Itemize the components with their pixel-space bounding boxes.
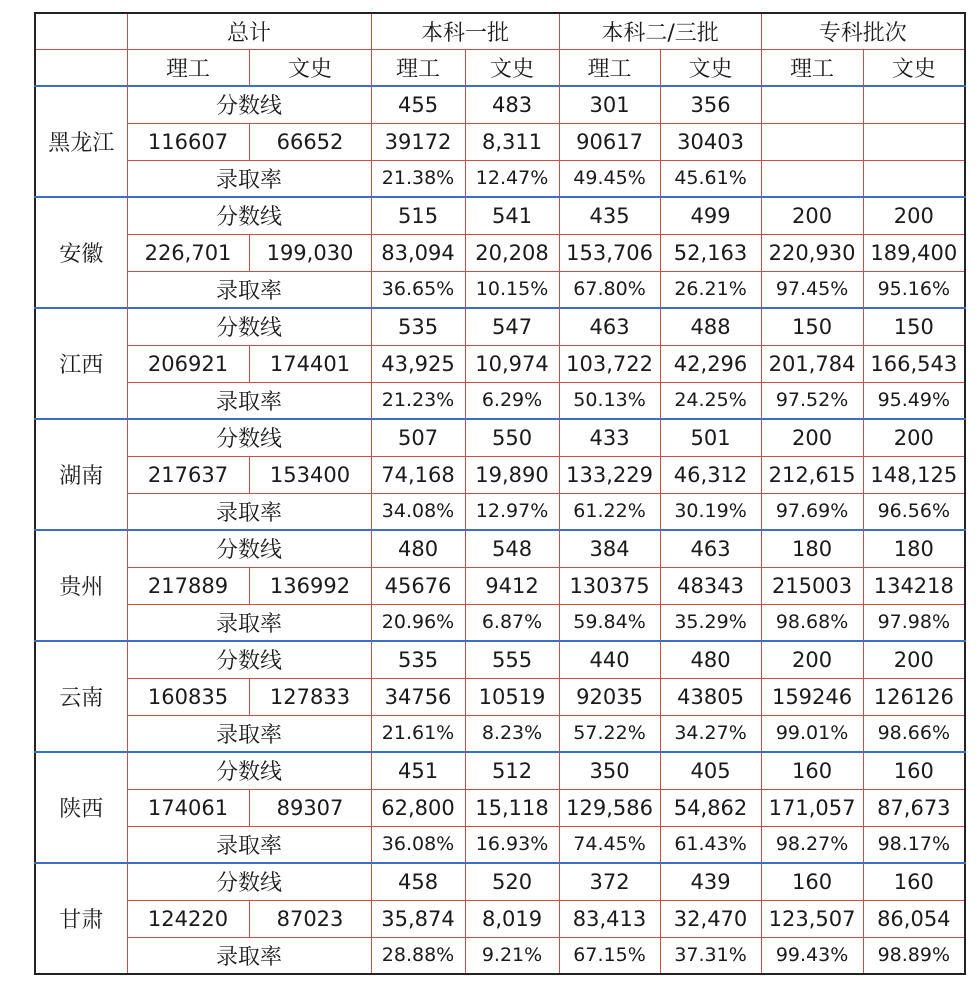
rate-cell: 97.52%	[761, 382, 863, 419]
rate-cell: 28.88%	[371, 937, 465, 974]
rate-cell	[863, 160, 965, 197]
total-arts-cell: 89307	[249, 789, 371, 826]
score-row	[35, 752, 965, 789]
score-cell: 350	[559, 752, 660, 789]
rate-cell: 26.21%	[660, 271, 761, 308]
admit-count-cell: 48343	[660, 567, 761, 604]
rate-cell: 6.29%	[465, 382, 559, 419]
admit-count-cell: 54,862	[660, 789, 761, 826]
score-cell: 535	[371, 641, 465, 678]
score-label: 分数线	[127, 197, 371, 234]
score-label: 分数线	[127, 530, 371, 567]
rate-cell: 97.45%	[761, 271, 863, 308]
admit-count-cell: 87,673	[863, 789, 965, 826]
total-arts-cell: 127833	[249, 678, 371, 715]
rate-cell: 61.22%	[559, 493, 660, 530]
rate-cell: 97.69%	[761, 493, 863, 530]
admit-count-cell: 8,019	[465, 900, 559, 937]
header-sub-science: 理工	[761, 49, 863, 86]
rate-cell: 97.98%	[863, 604, 965, 641]
rate-cell: 24.25%	[660, 382, 761, 419]
score-row	[35, 197, 965, 234]
score-cell: 547	[465, 308, 559, 345]
admit-count-cell: 34756	[371, 678, 465, 715]
score-cell: 160	[761, 863, 863, 900]
admit-count-cell: 19,890	[465, 456, 559, 493]
score-cell: 200	[863, 641, 965, 678]
score-cell: 356	[660, 86, 761, 123]
total-science-cell: 124220	[127, 900, 249, 937]
admit-count-cell: 30403	[660, 123, 761, 160]
header-group-batch1: 本科一批	[371, 13, 559, 49]
rate-label: 录取率	[127, 382, 371, 419]
rate-cell: 45.61%	[660, 160, 761, 197]
admit-count-cell: 148,125	[863, 456, 965, 493]
score-cell: 384	[559, 530, 660, 567]
score-label: 分数线	[127, 863, 371, 900]
admit-count-cell: 9412	[465, 567, 559, 604]
score-cell: 200	[863, 197, 965, 234]
score-cell: 455	[371, 86, 465, 123]
province-name: 云南	[35, 641, 127, 752]
rate-cell: 95.49%	[863, 382, 965, 419]
rate-cell: 95.16%	[863, 271, 965, 308]
score-cell: 535	[371, 308, 465, 345]
admit-count-cell: 220,930	[761, 234, 863, 271]
province-name: 甘肃	[35, 863, 127, 974]
rate-row	[35, 826, 965, 863]
score-cell: 480	[660, 641, 761, 678]
score-cell: 483	[465, 86, 559, 123]
admit-count-cell: 103,722	[559, 345, 660, 382]
score-cell: 435	[559, 197, 660, 234]
admit-count-cell: 166,543	[863, 345, 965, 382]
count-row	[35, 234, 965, 271]
admit-count-cell: 43,925	[371, 345, 465, 382]
rate-cell: 61.43%	[660, 826, 761, 863]
score-label: 分数线	[127, 86, 371, 123]
score-cell: 150	[761, 308, 863, 345]
rate-cell: 49.45%	[559, 160, 660, 197]
total-science-cell: 217889	[127, 567, 249, 604]
admit-count-cell: 42,296	[660, 345, 761, 382]
province-name: 安徽	[35, 197, 127, 308]
rate-cell: 74.45%	[559, 826, 660, 863]
count-row	[35, 123, 965, 160]
rate-cell: 30.19%	[660, 493, 761, 530]
admit-count-cell: 189,400	[863, 234, 965, 271]
score-row	[35, 863, 965, 900]
score-cell: 200	[761, 197, 863, 234]
rate-cell: 99.43%	[761, 937, 863, 974]
score-cell: 440	[559, 641, 660, 678]
header-corner	[35, 13, 127, 49]
header-sub-science: 理工	[559, 49, 660, 86]
province-name: 黑龙江	[35, 86, 127, 197]
score-cell: 451	[371, 752, 465, 789]
admit-count-cell: 8,311	[465, 123, 559, 160]
score-cell: 160	[761, 752, 863, 789]
total-science-cell: 160835	[127, 678, 249, 715]
total-arts-cell: 153400	[249, 456, 371, 493]
score-cell: 480	[371, 530, 465, 567]
total-arts-cell: 199,030	[249, 234, 371, 271]
admit-count-cell: 10519	[465, 678, 559, 715]
score-cell: 160	[863, 863, 965, 900]
score-cell: 301	[559, 86, 660, 123]
rate-cell: 9.21%	[465, 937, 559, 974]
header-sub-arts: 文史	[249, 49, 371, 86]
admit-count-cell: 123,507	[761, 900, 863, 937]
header-sub-arts: 文史	[863, 49, 965, 86]
rate-cell: 34.08%	[371, 493, 465, 530]
admit-count-cell: 83,413	[559, 900, 660, 937]
admit-count-cell: 130375	[559, 567, 660, 604]
score-cell: 463	[660, 530, 761, 567]
total-arts-cell: 66652	[249, 123, 371, 160]
header-sub-science: 理工	[371, 49, 465, 86]
score-cell: 405	[660, 752, 761, 789]
admit-count-cell: 10,974	[465, 345, 559, 382]
rate-cell: 10.15%	[465, 271, 559, 308]
score-row	[35, 419, 965, 456]
total-science-cell: 217637	[127, 456, 249, 493]
admit-count-cell: 153,706	[559, 234, 660, 271]
admit-count-cell: 46,312	[660, 456, 761, 493]
admit-count-cell: 212,615	[761, 456, 863, 493]
rate-cell: 20.96%	[371, 604, 465, 641]
rate-cell: 21.38%	[371, 160, 465, 197]
score-cell: 515	[371, 197, 465, 234]
rate-cell: 98.27%	[761, 826, 863, 863]
rate-label: 录取率	[127, 271, 371, 308]
score-cell	[863, 86, 965, 123]
admit-count-cell: 159246	[761, 678, 863, 715]
score-row	[35, 530, 965, 567]
score-label: 分数线	[127, 641, 371, 678]
total-science-cell: 116607	[127, 123, 249, 160]
admit-count-cell: 83,094	[371, 234, 465, 271]
rate-cell: 36.08%	[371, 826, 465, 863]
rate-row	[35, 382, 965, 419]
score-cell: 548	[465, 530, 559, 567]
header-sub-arts: 文史	[465, 49, 559, 86]
rate-label: 录取率	[127, 937, 371, 974]
admission-table	[34, 12, 966, 975]
rate-cell: 34.27%	[660, 715, 761, 752]
header-corner	[35, 49, 127, 86]
score-cell: 200	[761, 419, 863, 456]
rate-row	[35, 493, 965, 530]
count-row	[35, 567, 965, 604]
rate-cell: 96.56%	[863, 493, 965, 530]
rate-cell: 8.23%	[465, 715, 559, 752]
admit-count-cell: 43805	[660, 678, 761, 715]
header-sub-arts: 文史	[660, 49, 761, 86]
rate-row	[35, 937, 965, 974]
rate-label: 录取率	[127, 160, 371, 197]
count-row	[35, 345, 965, 382]
admit-count-cell: 92035	[559, 678, 660, 715]
rate-cell: 98.66%	[863, 715, 965, 752]
score-cell: 501	[660, 419, 761, 456]
table-header	[35, 13, 965, 86]
admit-count-cell	[863, 123, 965, 160]
score-label: 分数线	[127, 419, 371, 456]
province-name: 贵州	[35, 530, 127, 641]
admit-count-cell: 20,208	[465, 234, 559, 271]
rate-row	[35, 604, 965, 641]
score-cell: 512	[465, 752, 559, 789]
rate-cell: 99.01%	[761, 715, 863, 752]
admit-count-cell: 126126	[863, 678, 965, 715]
total-science-cell: 226,701	[127, 234, 249, 271]
admit-count-cell: 15,118	[465, 789, 559, 826]
admit-count-cell: 86,054	[863, 900, 965, 937]
score-cell: 507	[371, 419, 465, 456]
count-row	[35, 900, 965, 937]
rate-cell: 57.22%	[559, 715, 660, 752]
admit-count-cell	[761, 123, 863, 160]
score-cell: 520	[465, 863, 559, 900]
rate-label: 录取率	[127, 715, 371, 752]
rate-cell: 12.47%	[465, 160, 559, 197]
score-cell: 499	[660, 197, 761, 234]
total-arts-cell: 136992	[249, 567, 371, 604]
score-cell: 550	[465, 419, 559, 456]
table-body	[35, 86, 965, 974]
header-sub-row	[35, 49, 965, 86]
score-cell: 200	[863, 419, 965, 456]
score-row	[35, 86, 965, 123]
admit-count-cell: 74,168	[371, 456, 465, 493]
score-cell: 555	[465, 641, 559, 678]
rate-cell: 16.93%	[465, 826, 559, 863]
total-arts-cell: 87023	[249, 900, 371, 937]
admit-count-cell: 35,874	[371, 900, 465, 937]
score-label: 分数线	[127, 308, 371, 345]
admit-count-cell: 215003	[761, 567, 863, 604]
score-cell: 463	[559, 308, 660, 345]
rate-label: 录取率	[127, 493, 371, 530]
rate-cell: 98.68%	[761, 604, 863, 641]
score-cell: 180	[761, 530, 863, 567]
province-name: 湖南	[35, 419, 127, 530]
score-cell	[761, 86, 863, 123]
rate-label: 录取率	[127, 604, 371, 641]
admit-count-cell: 39172	[371, 123, 465, 160]
rate-row	[35, 160, 965, 197]
score-cell: 372	[559, 863, 660, 900]
header-group-total: 总计	[127, 13, 371, 49]
score-row	[35, 308, 965, 345]
score-cell: 160	[863, 752, 965, 789]
total-arts-cell: 174401	[249, 345, 371, 382]
rate-cell: 67.15%	[559, 937, 660, 974]
rate-row	[35, 715, 965, 752]
rate-cell: 35.29%	[660, 604, 761, 641]
province-name: 江西	[35, 308, 127, 419]
rate-cell: 37.31%	[660, 937, 761, 974]
count-row	[35, 789, 965, 826]
rate-cell: 6.87%	[465, 604, 559, 641]
count-row	[35, 456, 965, 493]
score-cell: 150	[863, 308, 965, 345]
score-cell: 541	[465, 197, 559, 234]
admit-count-cell: 90617	[559, 123, 660, 160]
score-cell: 439	[660, 863, 761, 900]
admit-count-cell: 171,057	[761, 789, 863, 826]
header-group-batch23: 本科二/三批	[559, 13, 761, 49]
score-cell: 488	[660, 308, 761, 345]
province-name: 陕西	[35, 752, 127, 863]
total-science-cell: 174061	[127, 789, 249, 826]
rate-row	[35, 271, 965, 308]
rate-cell: 50.13%	[559, 382, 660, 419]
total-science-cell: 206921	[127, 345, 249, 382]
admit-count-cell: 52,163	[660, 234, 761, 271]
admit-count-cell: 129,586	[559, 789, 660, 826]
rate-cell: 21.23%	[371, 382, 465, 419]
admit-count-cell: 62,800	[371, 789, 465, 826]
score-row	[35, 641, 965, 678]
rate-cell: 67.80%	[559, 271, 660, 308]
score-cell: 458	[371, 863, 465, 900]
header-group-row	[35, 13, 965, 49]
rate-cell: 36.65%	[371, 271, 465, 308]
score-cell: 200	[761, 641, 863, 678]
admit-count-cell: 201,784	[761, 345, 863, 382]
count-row	[35, 678, 965, 715]
score-cell: 180	[863, 530, 965, 567]
score-cell: 433	[559, 419, 660, 456]
rate-cell: 59.84%	[559, 604, 660, 641]
header-sub-science: 理工	[127, 49, 249, 86]
admit-count-cell: 45676	[371, 567, 465, 604]
score-label: 分数线	[127, 752, 371, 789]
rate-label: 录取率	[127, 826, 371, 863]
admit-count-cell: 133,229	[559, 456, 660, 493]
rate-cell: 21.61%	[371, 715, 465, 752]
rate-cell	[761, 160, 863, 197]
admit-count-cell: 32,470	[660, 900, 761, 937]
header-group-vocational: 专科批次	[761, 13, 965, 49]
rate-cell: 98.17%	[863, 826, 965, 863]
rate-cell: 12.97%	[465, 493, 559, 530]
rate-cell: 98.89%	[863, 937, 965, 974]
admit-count-cell: 134218	[863, 567, 965, 604]
